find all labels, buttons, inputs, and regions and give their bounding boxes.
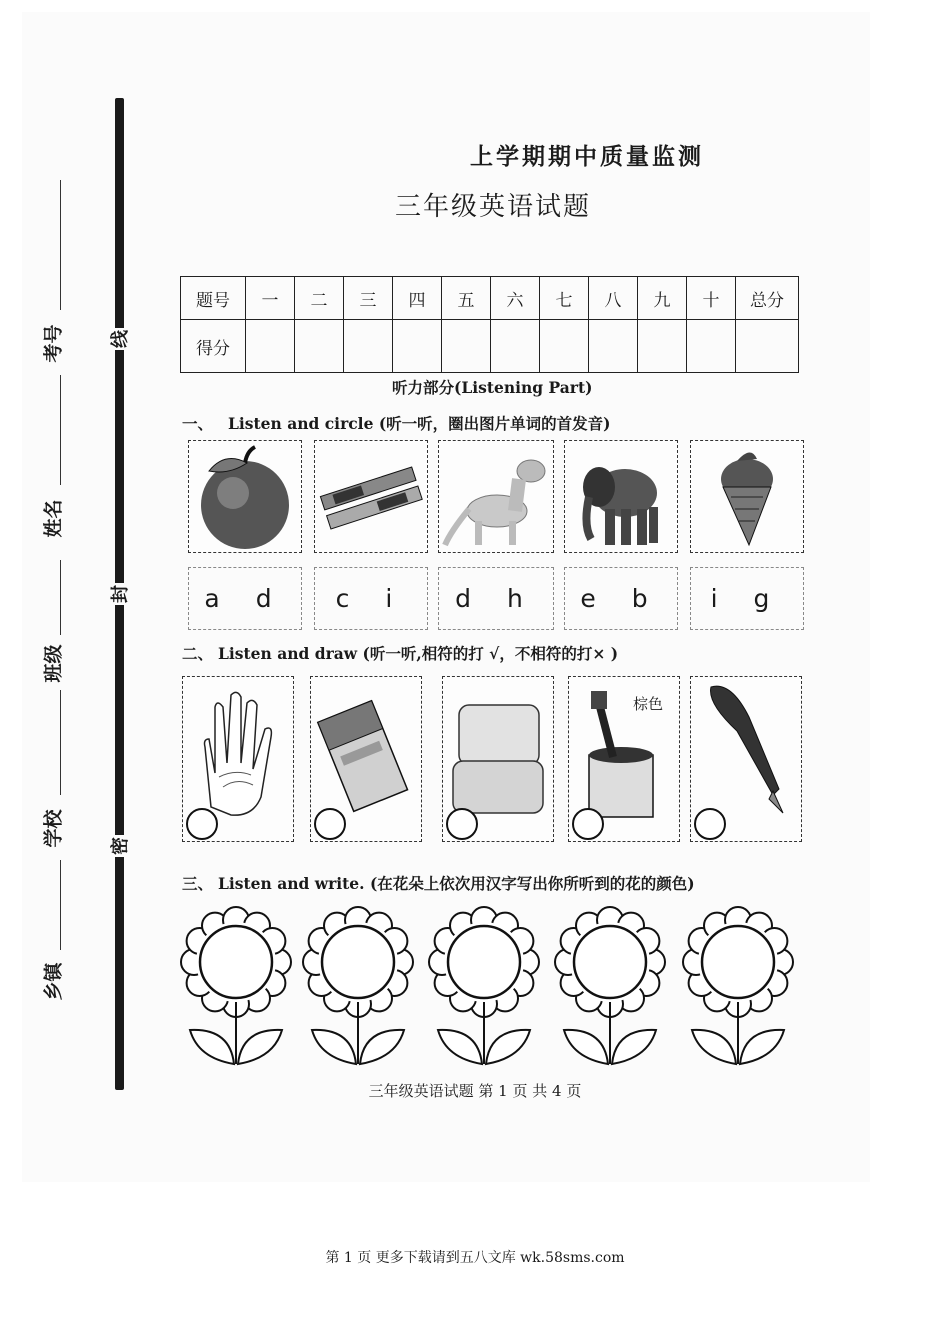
score-col: 三: [344, 277, 393, 320]
letter-choice-box[interactable]: a d: [188, 567, 302, 630]
score-cell[interactable]: [246, 320, 295, 373]
crayon-icon: [315, 441, 427, 552]
score-col: 六: [491, 277, 540, 320]
flower-icon[interactable]: [678, 902, 798, 1072]
section1-picture-box: [438, 440, 554, 553]
seal-char-secret: 密: [105, 835, 133, 857]
section3-number: 三、: [182, 874, 214, 893]
section1-picture-box: [314, 440, 428, 553]
section1-picture-box: [188, 440, 302, 553]
margin-field-name: 姓名: [42, 499, 65, 538]
seal-char-seal: 封: [105, 583, 133, 605]
answer-circle[interactable]: [446, 808, 478, 840]
dog-icon: [439, 441, 553, 552]
answer-circle[interactable]: [572, 808, 604, 840]
section1-picture-box: [690, 440, 804, 553]
score-col-total: 总分: [736, 277, 799, 320]
section3-title: Listen and write. (在花朵上依次用汉字写出你所听到的花的颜色): [218, 874, 695, 893]
section2-picture-box: [442, 676, 554, 842]
margin-field-town: 乡镇: [42, 962, 65, 1001]
score-col: 七: [540, 277, 589, 320]
margin-underline: [60, 180, 61, 310]
ice-cream-icon: [691, 441, 803, 552]
margin-field-school: 学校: [42, 809, 65, 848]
score-col: 九: [638, 277, 687, 320]
flower-icon[interactable]: [550, 902, 670, 1072]
score-cell[interactable]: [442, 320, 491, 373]
score-col: 五: [442, 277, 491, 320]
apple-icon: [189, 441, 301, 552]
section2-number: 二、: [182, 644, 214, 663]
score-table: [180, 276, 799, 373]
flower-icon[interactable]: [298, 902, 418, 1072]
paint-color-label: 棕色: [633, 695, 664, 713]
score-row-label: 得分: [181, 320, 246, 373]
margin-underline: [60, 690, 61, 795]
elephant-icon: [565, 441, 677, 552]
letter-choice-box[interactable]: e b: [564, 567, 678, 630]
score-cell[interactable]: [589, 320, 638, 373]
part-title: 听力部分(Listening Part): [392, 378, 593, 397]
page-footer: 三年级英语试题 第 1 页 共 4 页: [368, 1082, 582, 1100]
score-cell[interactable]: [540, 320, 589, 373]
section2-picture-box: [310, 676, 422, 842]
score-col: 四: [393, 277, 442, 320]
score-cell[interactable]: [736, 320, 799, 373]
flower-icon[interactable]: [424, 902, 544, 1072]
letter-choice-box[interactable]: i g: [690, 567, 804, 630]
answer-circle[interactable]: [314, 808, 346, 840]
section1-picture-box: [564, 440, 678, 553]
letter-choice-box[interactable]: c i: [314, 567, 428, 630]
margin-underline: [60, 560, 61, 635]
exam-title: 上学期期中质量监测: [470, 143, 704, 170]
seal-char-line: 线: [105, 328, 133, 350]
score-cell[interactable]: [295, 320, 344, 373]
score-cell[interactable]: [393, 320, 442, 373]
score-value-row: [181, 320, 799, 373]
score-col: 一: [246, 277, 295, 320]
section2-picture-box: [568, 676, 680, 842]
score-col: 二: [295, 277, 344, 320]
section2-picture-box: [690, 676, 802, 842]
margin-field-exam-number: 考号: [42, 324, 65, 363]
score-col: 八: [589, 277, 638, 320]
letter-choice-box[interactable]: d h: [438, 567, 554, 630]
site-footer: 第 1 页 更多下载请到五八文库 wk.58sms.com: [325, 1250, 625, 1266]
score-cell[interactable]: [638, 320, 687, 373]
section1-number: 一、: [182, 414, 214, 433]
section2-title: Listen and draw (听一听,相符的打 √，不相符的打× ): [218, 644, 619, 663]
score-row-label: 题号: [181, 277, 246, 320]
margin-underline: [60, 860, 61, 950]
section2-picture-box: [182, 676, 294, 842]
section1-title: Listen and circle (听一听，圈出图片单词的首发音): [228, 414, 611, 433]
flower-icon[interactable]: [176, 902, 296, 1072]
score-col: 十: [687, 277, 736, 320]
score-cell[interactable]: [344, 320, 393, 373]
score-cell[interactable]: [687, 320, 736, 373]
margin-underline: [60, 375, 61, 485]
answer-circle[interactable]: [694, 808, 726, 840]
score-header-row: [181, 277, 799, 320]
margin-field-class: 班级: [42, 644, 65, 683]
subject-title: 三年级英语试题: [395, 192, 592, 222]
answer-circle[interactable]: [186, 808, 218, 840]
score-cell[interactable]: [491, 320, 540, 373]
